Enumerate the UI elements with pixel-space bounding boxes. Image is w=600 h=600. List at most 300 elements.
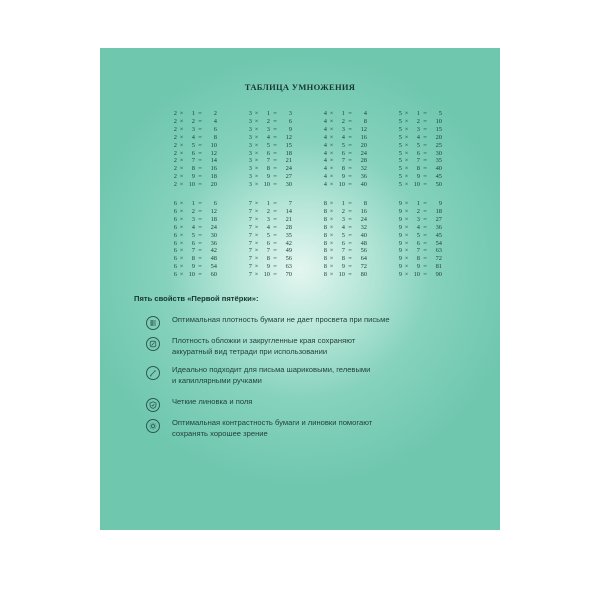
table-row bbox=[395, 173, 457, 181]
multiplier: 6 bbox=[341, 149, 345, 157]
multiplier: 4 bbox=[341, 133, 345, 141]
multiplier: 1 bbox=[341, 110, 345, 117]
multiplicand: 8 bbox=[323, 247, 327, 255]
multiplier: 5 bbox=[416, 231, 420, 239]
times-sign: × bbox=[404, 255, 409, 263]
table-row bbox=[320, 255, 382, 263]
feature-item bbox=[146, 418, 476, 439]
product: 42 bbox=[285, 239, 292, 247]
product: 24 bbox=[210, 223, 217, 231]
times-sign: × bbox=[404, 223, 409, 231]
equals-sign: = bbox=[273, 200, 277, 207]
table-row bbox=[320, 110, 382, 118]
equals-sign: = bbox=[423, 149, 427, 157]
equals-sign: = bbox=[198, 125, 202, 133]
multiplicand: 9 bbox=[398, 247, 402, 255]
equals-sign: = bbox=[273, 141, 277, 149]
multiplier: 6 bbox=[266, 149, 270, 157]
page-title: ТАБЛИЦА УМНОЖЕНИЯ bbox=[244, 82, 356, 92]
multiplier: 7 bbox=[416, 157, 420, 165]
product: 80 bbox=[360, 271, 367, 279]
eye-sun-icon bbox=[146, 419, 160, 433]
product: 40 bbox=[360, 181, 367, 189]
multiplier: 7 bbox=[191, 157, 195, 165]
times-sign: × bbox=[404, 247, 409, 255]
times-sign: × bbox=[254, 110, 259, 117]
equals-sign: = bbox=[423, 263, 427, 271]
table-row bbox=[170, 110, 232, 118]
times-sign: × bbox=[329, 215, 334, 223]
multiplicand: 9 bbox=[398, 215, 402, 223]
equals-sign: = bbox=[423, 110, 427, 117]
multiplier: 1 bbox=[416, 200, 420, 207]
product: 10 bbox=[435, 117, 442, 125]
table-row bbox=[170, 181, 232, 189]
multiplier: 2 bbox=[341, 117, 345, 125]
times-sign: × bbox=[179, 133, 184, 141]
multiplicand: 3 bbox=[248, 133, 252, 141]
multiplicand: 6 bbox=[173, 215, 177, 223]
multiplicand: 9 bbox=[398, 207, 402, 215]
feature-text-line: сохранять хорошее зрение bbox=[172, 428, 268, 438]
table-row bbox=[170, 150, 232, 158]
product: 48 bbox=[360, 239, 367, 247]
equals-sign: = bbox=[348, 117, 352, 125]
times-sign: × bbox=[179, 173, 184, 181]
table-block-6 bbox=[170, 200, 232, 279]
product: 21 bbox=[285, 157, 292, 165]
multiplier: 3 bbox=[266, 125, 270, 133]
times-sign: × bbox=[254, 223, 259, 231]
equals-sign: = bbox=[348, 231, 352, 239]
equals-sign: = bbox=[348, 255, 352, 263]
multiplicand: 2 bbox=[173, 157, 177, 165]
table-row bbox=[245, 134, 307, 142]
table-block-9 bbox=[395, 200, 457, 279]
equals-sign: = bbox=[198, 157, 202, 165]
product: 40 bbox=[435, 165, 442, 173]
equals-sign: = bbox=[273, 157, 277, 165]
product: 8 bbox=[213, 133, 217, 141]
equals-sign: = bbox=[273, 247, 277, 255]
product: 50 bbox=[435, 181, 442, 189]
table-row bbox=[395, 255, 457, 263]
table-row bbox=[245, 255, 307, 263]
notebook-cover bbox=[100, 48, 500, 530]
equals-sign: = bbox=[423, 200, 427, 207]
table-row bbox=[395, 216, 457, 224]
table-row bbox=[245, 173, 307, 181]
times-sign: × bbox=[179, 141, 184, 149]
table-row bbox=[395, 110, 457, 118]
table-row bbox=[395, 271, 457, 279]
table-row bbox=[320, 271, 382, 279]
product: 60 bbox=[210, 271, 217, 279]
table-row bbox=[245, 150, 307, 158]
equals-sign: = bbox=[423, 255, 427, 263]
table-row bbox=[395, 224, 457, 232]
product: 56 bbox=[360, 247, 367, 255]
times-sign: × bbox=[404, 157, 409, 165]
times-sign: × bbox=[329, 181, 334, 189]
table-row bbox=[320, 200, 382, 208]
equals-sign: = bbox=[273, 215, 277, 223]
feature-text-line: Оптимальная плотность бумаги не дает просвета при письме bbox=[172, 315, 390, 324]
multiplier: 9 bbox=[266, 173, 270, 181]
multiplier: 2 bbox=[191, 207, 195, 215]
multiplier: 8 bbox=[191, 165, 195, 173]
table-row bbox=[170, 126, 232, 134]
table-row bbox=[170, 263, 232, 271]
equals-sign: = bbox=[423, 223, 427, 231]
table-row bbox=[245, 240, 307, 248]
product: 8 bbox=[363, 200, 367, 207]
features-title: Пять свойств «Первой пятёрки»: bbox=[134, 294, 259, 303]
multiplicand: 5 bbox=[398, 165, 402, 173]
product: 35 bbox=[285, 231, 292, 239]
times-sign: × bbox=[329, 223, 334, 231]
times-sign: × bbox=[404, 263, 409, 271]
equals-sign: = bbox=[348, 141, 352, 149]
times-sign: × bbox=[254, 157, 259, 165]
table-row bbox=[320, 240, 382, 248]
product: 36 bbox=[210, 239, 217, 247]
multiplicand: 9 bbox=[398, 239, 402, 247]
equals-sign: = bbox=[273, 125, 277, 133]
feature-text-line: Плотность обложки и закругленные края сохраняют bbox=[172, 336, 356, 345]
product: 90 bbox=[435, 271, 442, 279]
table-row bbox=[395, 118, 457, 126]
product: 63 bbox=[285, 263, 292, 271]
table-row bbox=[170, 271, 232, 279]
table-row bbox=[245, 118, 307, 126]
multiplier: 4 bbox=[191, 223, 195, 231]
table-row bbox=[395, 142, 457, 150]
multiplier: 4 bbox=[191, 133, 195, 141]
multiplicand: 3 bbox=[248, 141, 252, 149]
multiplier: 6 bbox=[341, 239, 345, 247]
product: 42 bbox=[210, 247, 217, 255]
multiplicand: 5 bbox=[398, 110, 402, 117]
multiplier: 1 bbox=[416, 110, 420, 117]
table-row bbox=[170, 247, 232, 255]
product: 63 bbox=[435, 247, 442, 255]
multiplicand: 8 bbox=[323, 271, 327, 279]
table-row bbox=[320, 181, 382, 189]
equals-sign: = bbox=[423, 165, 427, 173]
equals-sign: = bbox=[198, 247, 202, 255]
product: 14 bbox=[210, 157, 217, 165]
table-row bbox=[320, 224, 382, 232]
equals-sign: = bbox=[423, 117, 427, 125]
equals-sign: = bbox=[198, 255, 202, 263]
multiplicand: 7 bbox=[248, 255, 252, 263]
times-sign: × bbox=[329, 133, 334, 141]
product: 18 bbox=[435, 207, 442, 215]
table-row bbox=[245, 224, 307, 232]
equals-sign: = bbox=[348, 125, 352, 133]
product: 20 bbox=[360, 141, 367, 149]
table-row bbox=[320, 216, 382, 224]
multiplier: 5 bbox=[191, 141, 195, 149]
cover-corners-icon bbox=[146, 337, 160, 351]
multiplicand: 5 bbox=[398, 117, 402, 125]
multiplicand: 6 bbox=[173, 263, 177, 271]
product: 12 bbox=[360, 125, 367, 133]
table-row bbox=[320, 134, 382, 142]
table-row bbox=[395, 157, 457, 165]
product: 8 bbox=[363, 117, 367, 125]
times-sign: × bbox=[404, 125, 409, 133]
table-row bbox=[395, 263, 457, 271]
times-sign: × bbox=[179, 239, 184, 247]
product: 12 bbox=[285, 133, 292, 141]
multiplier: 9 bbox=[341, 263, 345, 271]
multiplicand: 4 bbox=[323, 110, 327, 117]
table-row bbox=[170, 200, 232, 208]
table-row bbox=[320, 173, 382, 181]
table-row bbox=[320, 263, 382, 271]
multiplicand: 8 bbox=[323, 207, 327, 215]
table-block-7 bbox=[245, 200, 307, 279]
equals-sign: = bbox=[273, 263, 277, 271]
times-sign: × bbox=[329, 200, 334, 207]
multiplicand: 5 bbox=[398, 157, 402, 165]
product: 48 bbox=[210, 255, 217, 263]
multiplier: 3 bbox=[266, 215, 270, 223]
multiplier: 10 bbox=[188, 271, 195, 279]
table-row bbox=[170, 142, 232, 150]
table-row bbox=[245, 263, 307, 271]
times-sign: × bbox=[179, 247, 184, 255]
table-row bbox=[395, 232, 457, 240]
table-row bbox=[395, 181, 457, 189]
multiplicand: 4 bbox=[323, 181, 327, 189]
multiplicand: 2 bbox=[173, 133, 177, 141]
times-sign: × bbox=[254, 181, 259, 189]
times-sign: × bbox=[254, 231, 259, 239]
multiplicand: 4 bbox=[323, 149, 327, 157]
multiplicand: 6 bbox=[173, 223, 177, 231]
times-sign: × bbox=[329, 255, 334, 263]
table-row bbox=[395, 208, 457, 216]
product: 28 bbox=[360, 157, 367, 165]
table-row bbox=[320, 118, 382, 126]
product: 49 bbox=[285, 247, 292, 255]
table-block-5 bbox=[395, 110, 457, 189]
times-sign: × bbox=[404, 110, 409, 117]
multiplicand: 8 bbox=[323, 215, 327, 223]
table-row bbox=[320, 232, 382, 240]
multiplier: 5 bbox=[416, 141, 420, 149]
multiplier: 7 bbox=[191, 247, 195, 255]
equals-sign: = bbox=[198, 239, 202, 247]
times-sign: × bbox=[254, 125, 259, 133]
multiplier: 5 bbox=[191, 231, 195, 239]
times-sign: × bbox=[254, 271, 259, 279]
product: 28 bbox=[285, 223, 292, 231]
product: 30 bbox=[210, 231, 217, 239]
product: 36 bbox=[435, 223, 442, 231]
product: 9 bbox=[438, 200, 442, 207]
multiplicand: 3 bbox=[248, 125, 252, 133]
table-block-4 bbox=[320, 110, 382, 189]
times-sign: × bbox=[254, 117, 259, 125]
feature-text-line: аккуратный вид тетради при использовании bbox=[172, 346, 328, 356]
multiplier: 10 bbox=[413, 181, 420, 189]
equals-sign: = bbox=[423, 271, 427, 279]
equals-sign: = bbox=[423, 207, 427, 215]
equals-sign: = bbox=[423, 231, 427, 239]
multiplier: 4 bbox=[416, 133, 420, 141]
table-row bbox=[320, 208, 382, 216]
times-sign: × bbox=[329, 263, 334, 271]
multiplier: 9 bbox=[416, 263, 420, 271]
times-sign: × bbox=[404, 181, 409, 189]
equals-sign: = bbox=[348, 271, 352, 279]
multiplicand: 6 bbox=[173, 200, 177, 207]
table-row bbox=[245, 216, 307, 224]
equals-sign: = bbox=[423, 239, 427, 247]
multiplier: 10 bbox=[263, 181, 270, 189]
multiplier: 1 bbox=[191, 110, 195, 117]
equals-sign: = bbox=[423, 157, 427, 165]
equals-sign: = bbox=[348, 181, 352, 189]
multiplier: 8 bbox=[341, 165, 345, 173]
product: 10 bbox=[210, 141, 217, 149]
times-sign: × bbox=[179, 181, 184, 189]
multiplier: 4 bbox=[266, 133, 270, 141]
times-sign: × bbox=[329, 110, 334, 117]
multiplicand: 4 bbox=[323, 173, 327, 181]
multiplicand: 8 bbox=[323, 263, 327, 271]
times-sign: × bbox=[404, 149, 409, 157]
multiplier: 4 bbox=[416, 223, 420, 231]
equals-sign: = bbox=[273, 223, 277, 231]
multiplier: 7 bbox=[266, 247, 270, 255]
paper-density-icon bbox=[146, 316, 160, 330]
multiplier: 9 bbox=[191, 263, 195, 271]
multiplicand: 8 bbox=[323, 231, 327, 239]
multiplicand: 7 bbox=[248, 263, 252, 271]
multiplicand: 9 bbox=[398, 223, 402, 231]
table-row bbox=[320, 165, 382, 173]
multiplier: 1 bbox=[341, 200, 345, 207]
equals-sign: = bbox=[198, 263, 202, 271]
equals-sign: = bbox=[198, 165, 202, 173]
equals-sign: = bbox=[198, 207, 202, 215]
multiplicand: 3 bbox=[248, 110, 252, 117]
times-sign: × bbox=[254, 247, 259, 255]
table-row bbox=[170, 173, 232, 181]
product: 20 bbox=[210, 181, 217, 189]
multiplicand: 2 bbox=[173, 110, 177, 117]
equals-sign: = bbox=[423, 181, 427, 189]
product: 16 bbox=[210, 165, 217, 173]
feature-item bbox=[146, 365, 476, 386]
table-row bbox=[320, 247, 382, 255]
multiplicand: 6 bbox=[173, 231, 177, 239]
times-sign: × bbox=[179, 200, 184, 207]
feature-text-line: Идеально подходит для письма шариковыми, гелевыми bbox=[172, 365, 371, 374]
multiplicand: 4 bbox=[323, 125, 327, 133]
times-sign: × bbox=[254, 133, 259, 141]
multiplicand: 3 bbox=[248, 173, 252, 181]
table-row bbox=[170, 208, 232, 216]
times-sign: × bbox=[179, 165, 184, 173]
shield-check-icon bbox=[146, 398, 160, 412]
table-row bbox=[245, 271, 307, 279]
multiplicand: 9 bbox=[398, 263, 402, 271]
multiplicand: 5 bbox=[398, 125, 402, 133]
multiplicand: 8 bbox=[323, 223, 327, 231]
times-sign: × bbox=[404, 200, 409, 207]
multiplier: 1 bbox=[191, 200, 195, 207]
table-row bbox=[245, 208, 307, 216]
equals-sign: = bbox=[348, 223, 352, 231]
multiplicand: 2 bbox=[173, 149, 177, 157]
multiplicand: 7 bbox=[248, 239, 252, 247]
product: 18 bbox=[285, 149, 292, 157]
product: 35 bbox=[435, 157, 442, 165]
product: 54 bbox=[210, 263, 217, 271]
product: 15 bbox=[285, 141, 292, 149]
product: 81 bbox=[435, 263, 442, 271]
multiplier: 8 bbox=[416, 255, 420, 263]
multiplicand: 8 bbox=[323, 255, 327, 263]
product: 32 bbox=[360, 223, 367, 231]
multiplier: 3 bbox=[191, 215, 195, 223]
multiplicand: 5 bbox=[398, 173, 402, 181]
multiplier: 3 bbox=[416, 125, 420, 133]
times-sign: × bbox=[404, 117, 409, 125]
times-sign: × bbox=[254, 255, 259, 263]
multiplier: 7 bbox=[416, 247, 420, 255]
multiplier: 5 bbox=[266, 141, 270, 149]
multiplicand: 7 bbox=[248, 207, 252, 215]
times-sign: × bbox=[254, 149, 259, 157]
table-row bbox=[170, 224, 232, 232]
table-row bbox=[320, 142, 382, 150]
equals-sign: = bbox=[348, 110, 352, 117]
equals-sign: = bbox=[348, 215, 352, 223]
times-sign: × bbox=[404, 215, 409, 223]
table-row bbox=[395, 134, 457, 142]
times-sign: × bbox=[329, 125, 334, 133]
times-sign: × bbox=[179, 125, 184, 133]
equals-sign: = bbox=[198, 141, 202, 149]
multiplier: 3 bbox=[416, 215, 420, 223]
product: 54 bbox=[435, 239, 442, 247]
multiplicand: 7 bbox=[248, 247, 252, 255]
equals-sign: = bbox=[273, 231, 277, 239]
multiplier: 8 bbox=[191, 255, 195, 263]
multiplier: 1 bbox=[266, 200, 270, 207]
product: 16 bbox=[360, 207, 367, 215]
table-row bbox=[320, 150, 382, 158]
times-sign: × bbox=[179, 223, 184, 231]
equals-sign: = bbox=[273, 207, 277, 215]
product: 16 bbox=[360, 133, 367, 141]
multiplier: 10 bbox=[188, 181, 195, 189]
multiplier: 2 bbox=[266, 207, 270, 215]
equals-sign: = bbox=[348, 173, 352, 181]
multiplicand: 5 bbox=[398, 181, 402, 189]
multiplier: 10 bbox=[263, 271, 270, 279]
table-row bbox=[245, 247, 307, 255]
feature-item bbox=[146, 397, 476, 412]
equals-sign: = bbox=[348, 133, 352, 141]
